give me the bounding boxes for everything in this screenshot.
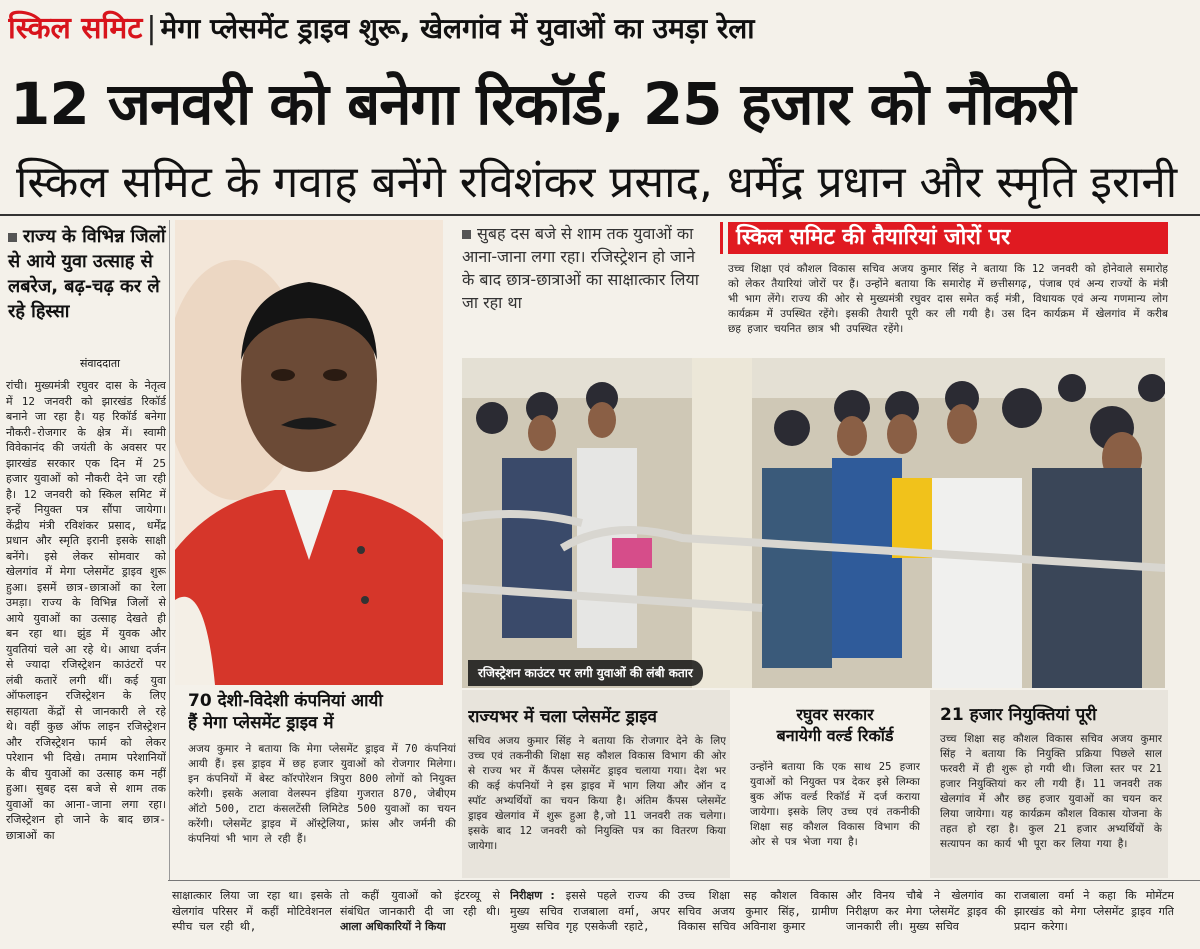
bottom-col-2-text: तो कहीं युवाओं को इंटरव्यू से संबंधित जानकारी दी जा रही थी। bbox=[340, 889, 500, 918]
pull-quote-text: सुबह दस बजे से शाम तक युवाओं का आना-जाना लगा रहा। रजिस्ट्रेशन हो जाने के बाद छात्र-छात्राओं का साक्षात्कार लिया जा रहा था bbox=[462, 224, 699, 312]
portrait-photo bbox=[175, 220, 443, 685]
story-3-title bbox=[750, 704, 920, 746]
bottom-col-4: उच्च शिक्षा सह कौशल विकास सचिव अजय कुमार सिंह, ग्रामीण विकास सचिव अविनाश कुमार bbox=[678, 889, 838, 933]
sub-headline: स्किल समिट के गवाह बनेंगे रविशंकर प्रसाद, धर्मेंद्र प्रधान और स्मृति इरानी bbox=[16, 157, 1178, 208]
left-body-text: रांची। मुख्यमंत्री रघुवर दास के नेतृत्व में 12 जनवरी को झारखंड रिकॉर्ड बनाने जा रहा है। यह रिकॉर्ड बनेगा नौकरी-रोजगार के क्षेत्र में। स्वामी विवेकानंद की जयंती के अवसर पर झारखंड सरकार एक दिन में 25 हजार युवाओं को नौकरी देने जा रही है। 12 जनवरी को स्किल समिट में इन्हें नियुक्त पत्र सौंपा जायेगा। केंद्रीय मंत्री रविशंकर प्रसाद, धर्मेंद्र प्रधान और स्मृति इरानी इसके साक्षी बनेंगे। इसे लेकर सोमवार को खेलगांव में मेगा प्लेसमेंट ड्राइव शुरू हुआ। इसमें छात्र-छात्राओं का रेला उमड़ा। राज्य के विभिन्न जिलों से आये युवाओं का उत्साह देखते ही बन रहा था। झुंड में युवक और युवतियां चले आ रहे थे। आधा दर्जन से ज्यादा रजिस्ट्रेशन काउंटरों पर लंबी कतारें लगी थीं। कई युवा ऑफलाइन रजिस्ट्रेशन के लिए सहायता केंद्रों से जानकारी ले रहे थे। वहीं कुछ ऑफ लाइन रजिस्ट्रेशन और रजिस्ट्रेशन फार्म को लेकर परेशान भी दिखे। तमाम परेशानियों के बीच युवाओं का उत्साह कम नहीं हुआ। सुबह दस बजे से शाम तक युवाओं का आना-जाना लगा रहा। रजिस्ट्रेशन हो जाने के बाद छात्र-छात्राओं का bbox=[6, 379, 166, 842]
banner-accent bbox=[720, 222, 723, 254]
bullet-icon bbox=[8, 233, 17, 242]
bottom-col-5: और विनय चौबे ने खेलगांव का निरीक्षण कर मेगा प्लेसमेंट ड्राइव की जानकारी ली। मुख्य सचिव bbox=[846, 889, 1006, 933]
bottom-col-3-bold: निरीक्षण : bbox=[510, 889, 555, 902]
story-1-title-line2: हैं मेगा प्लेसमेंट ड्राइव में bbox=[188, 713, 334, 733]
bottom-col-3 bbox=[510, 888, 670, 948]
crowd-photo bbox=[462, 358, 1165, 688]
kicker-separator: | bbox=[146, 11, 157, 46]
side-highlight-text: राज्य के विभिन्न जिलों से आये युवा उत्साह से लबरेज, बढ़-चढ़ कर ले रहे हिस्सा bbox=[8, 226, 166, 322]
story-4-title: 21 हजार नियुक्तियां पूरी bbox=[940, 705, 1097, 725]
bottom-col-2-bold: आला अधिकारियों ने किया bbox=[340, 920, 446, 933]
summit-banner: स्किल समिट की तैयारियां जोरों पर bbox=[728, 222, 1168, 254]
kicker-red: स्किल समिट bbox=[8, 11, 143, 46]
bottom-col-6: राजबाला वर्मा ने कहा कि मोमेंटम झारखंड को मेगा प्लेसमेंट ड्राइव गति प्रदान करेगा। bbox=[1014, 889, 1174, 933]
column-divider bbox=[169, 220, 170, 880]
kicker-line bbox=[8, 6, 1193, 46]
bottom-rule bbox=[168, 880, 1200, 881]
byline: संवाददाता bbox=[79, 357, 121, 370]
story-2-title: राज्यभर में चला प्लेसमेंट ड्राइव bbox=[468, 707, 657, 727]
story-1-title-line1: 70 देशी-विदेशी कंपनियां आयी bbox=[188, 691, 383, 711]
photo-caption: रजिस्ट्रेशन काउंटर पर लगी युवाओं की लंबी कतार bbox=[468, 660, 703, 686]
story-1-text: अजय कुमार ने बताया कि मेगा प्लेसमेंट ड्राइव में 70 कंपनियां आयी हैं। इस ड्राइव में छह हजार युवाओं को रोजगार मिलेगा। इन कंपनियों में बेस्ट कॉरपोरेशन त्रिपुरा 800 लोगों को नियुक्त करेगी। इसके अलावा वेलस्पन इंडिया गुजरात 870, जेबीएम ऑटो 500, टाटा कंसलटेंसी लिमिटेड 500 युवाओं का चयन करेंगी। प्लेसमेंट ड्राइव में ऑस्ट्रेलिया, फ्रांस और जर्मनी की कंपनियां भी भाग ले रही हैं। bbox=[188, 743, 456, 845]
pull-quote bbox=[462, 222, 702, 358]
crowd-illustration bbox=[462, 358, 1165, 688]
bullet-icon bbox=[462, 230, 471, 239]
kicker-text: मेगा प्लेसमेंट ड्राइव शुरू, खेलगांव में युवाओं का उमड़ा रेला bbox=[160, 12, 755, 45]
story-1-title bbox=[188, 690, 458, 734]
portrait-illustration bbox=[175, 220, 443, 685]
bottom-col-1: साक्षात्कार लिया जा रहा था। इसके खेलगांव परिसर में कहीं मोटिवेशनल स्पीच चल रही थी, bbox=[172, 889, 332, 933]
story-3-title-line2: बनायेगी वर्ल्ड रिकॉर्ड bbox=[776, 726, 894, 745]
summit-text: उच्च शिक्षा एवं कौशल विकास सचिव अजय कुमार सिंह ने बताया कि 12 जनवरी को होनेवाले समारोह को लेकर तैयारियां जोरों पर हैं। उन्होंने बताया कि समारोह में छत्तीसगढ़, पंजाब एवं अन्य राज्यों के मंत्री भी भाग लेंगे। राज्य की ओर से मुख्यमंत्री रघुवर दास समेत कई मंत्री, विधायक एवं अन्य गणमान्य लोग कार्यक्रम में उपस्थित रहेंगे। इसकी तैयारी पूरी कर ली गयी है। उस दिन कार्यक्रम में खेलगांव में करीब छह हजार चयनित छात्र भी उपस्थित रहेंगे। bbox=[728, 263, 1168, 335]
story-4-text: उच्च शिक्षा सह कौशल विकास सचिव अजय कुमार सिंह ने बताया कि नियुक्ति प्रक्रिया पिछले साल फरवरी में ही शुरू हो गयी थी। जिला स्तर पर 21 हजार नियुक्तियां कर ली गयी हैं। 11 जनवरी तक खेलगांव में और छह हजार युवाओं का चयन कर लिया जायेगा। यह कार्यक्रम कौशल विकास योजना के तहत हो रहा है। कुल 21 हजार अभ्यर्थियों के सत्यापन का कार्य भी पूरा कर लिया गया है। bbox=[940, 733, 1162, 850]
header-rule bbox=[0, 214, 1200, 216]
story-2-text: सचिव अजय कुमार सिंह ने बताया कि रोजगार देने के लिए उच्च एवं तकनीकी शिक्षा सह कौशल विकास विभाग की ओर से राज्य भर में कैंपस प्लेसमेंट ड्राइव चलाया गया। देश भर की कई कंपनियों ने इस ड्राइव में भाग लिया और ऑन द स्पॉट अभ्यर्थियों का चयन किया है। अंतिम कैंपस प्लेसमेंट ड्राइव खेलगांव में शुरू हुआ है,जो 11 जनवरी तक चलेगा। इसके बाद 12 जनवरी को नियुक्ति पत्र का वितरण किया जायेगा। bbox=[468, 735, 726, 852]
story-3-text: उन्होंने बताया कि एक साथ 25 हजार युवाओं को नियुक्त पत्र देकर इसे लिम्का बुक ऑफ वर्ल्ड रिकॉर्ड में दर्ज कराया जायेगा। इसके लिए उच्च एवं तकनीकी शिक्षा सह कौशल विकास विभाग की ओर से पत्र भेजा गया है। bbox=[750, 761, 920, 848]
bottom-col-2 bbox=[340, 888, 500, 948]
main-headline: 12 जनवरी को बनेगा रिकॉर्ड, 25 हजार को नौकरी bbox=[10, 70, 1075, 138]
side-highlight bbox=[8, 224, 168, 354]
story-3-title-line1: रघुवर सरकार bbox=[796, 705, 874, 724]
bottom-col-3-text: इससे पहले राज्य की मुख्य सचिव राजबाला वर्मा, अपर मुख्य सचिव गृह एसकेजी रहाटे, bbox=[510, 889, 670, 933]
